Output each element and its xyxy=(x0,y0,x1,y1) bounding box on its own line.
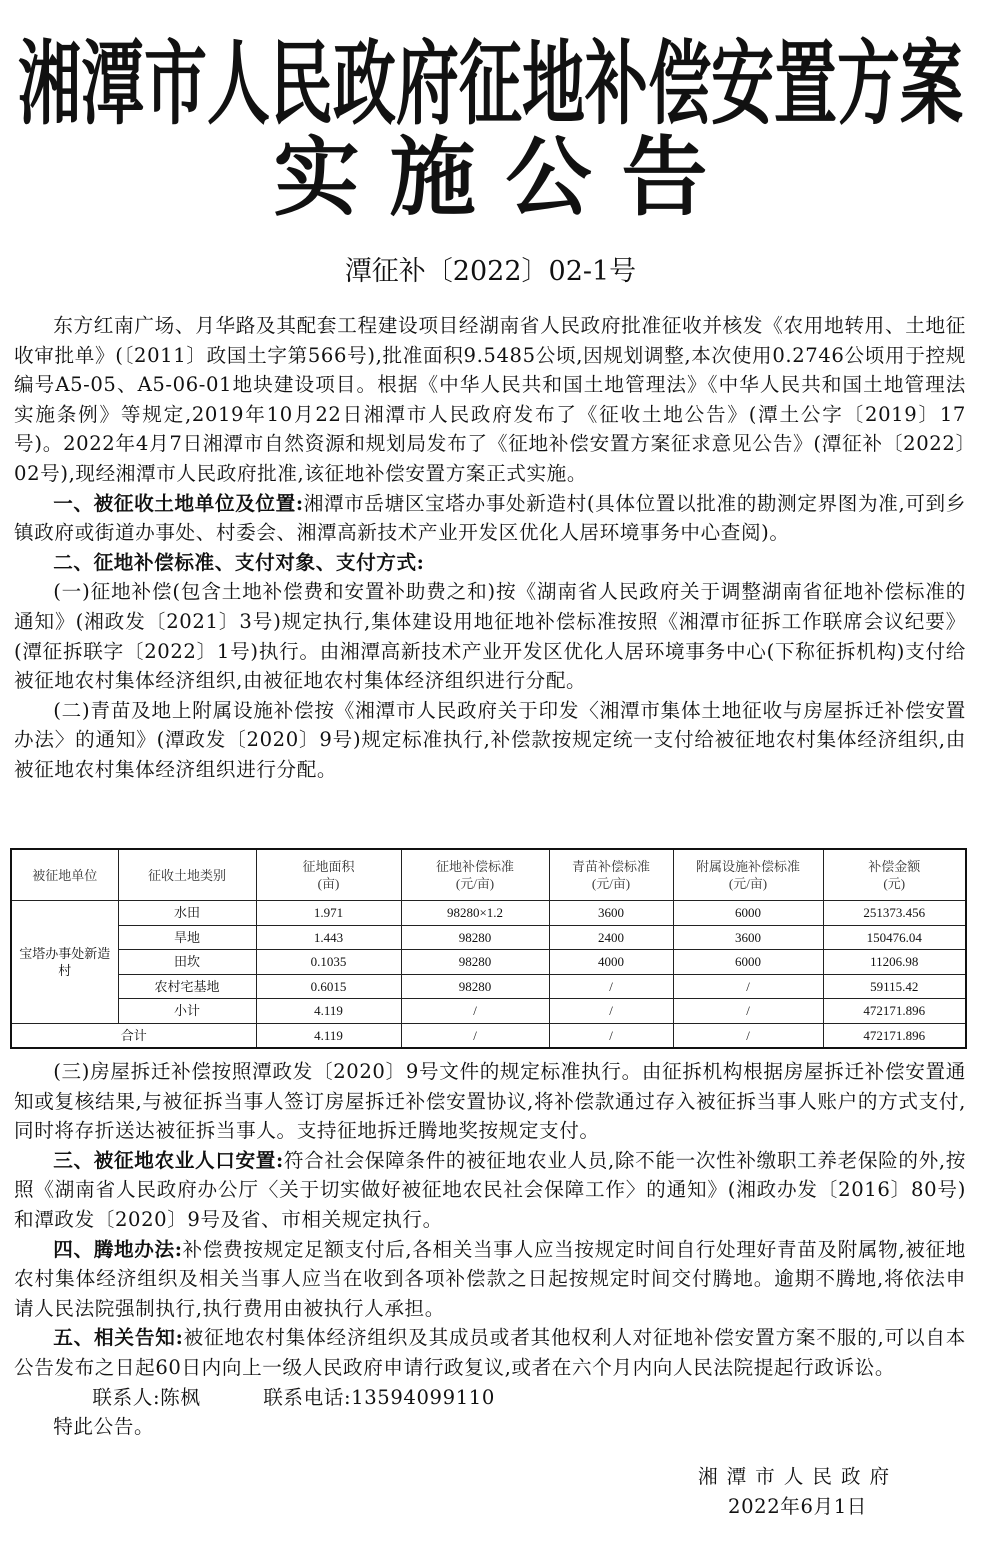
section-2-paragraph-3: (三)房屋拆迁补偿按照潭政发〔2020〕9号文件的规定标准执行。由征拆机构根据房屋拆迁补偿安置通知或复核结果,与被征拆当事人签订房屋拆迁补偿安置协议,将补偿款通过存入被征拆当事人账户的方式支付,同时将存折送达被征拆当事人。支持征地拆迁腾地奖按规定支付。 xyxy=(14,1060,966,1143)
section-4-text: 补偿费按规定足额支付后,各相关当事人应当按规定时间自行处理好青苗及附属物,被征地农村集体经济组织及相关当事人应当在收到各项补偿款之日起按规定时间交付腾地。逾期不腾地,将依法申请人民法院强制执行,执行费用由被执行人承担。 xyxy=(14,1237,966,1320)
section-2-paragraph-2: (二)青苗及地上附属设施补偿按《湘潭市人民政府关于印发〈湘潭市集体土地征收与房屋拆迁补偿安置办法〉的通知》(潭政发〔2020〕9号)规定标准执行,补偿款按规定统一支付给被征地农村集体经济组织,由被征地农村集体经济组织进行分配。 xyxy=(14,698,966,781)
section-2-paragraph-1: (一)征地补偿(包含土地补偿费和安置补助费之和)按《湖南省人民政府关于调整湖南省征地补偿标准的通知》(湘政发〔2021〕3号)规定执行,集体建设用地征地补偿标准按照《湘潭市征拆工作联席会议纪要》(潭征拆联字〔2022〕1号)执行。由湘潭高新技术产业开发区优化人居环境事务中心(下称征拆机构)支付给被征地农村集体经济组织,由被征地农村集体经济组织进行分配。 xyxy=(14,580,966,693)
contact-phone: 联系电话:13594099110 xyxy=(263,1385,495,1409)
total-cell: / xyxy=(673,1023,823,1048)
table-cell: 旱地 xyxy=(118,925,256,950)
section-3-text: 符合社会保障条件的被征地农业人员,除不能一次性补缴职工养老保险的外,按照《湖南省人民政府办公厅〈关于切实做好被征地农民社会保障工作〉的通知》(湘政办发〔2016〕80号)和潭政发〔2020〕9号及省、市相关规定执行。 xyxy=(14,1148,966,1231)
table-total-row xyxy=(11,1023,966,1048)
table-cell: / xyxy=(673,974,823,999)
table-cell: 6000 xyxy=(673,950,823,975)
table-row xyxy=(11,950,966,975)
total-cell: / xyxy=(549,1023,673,1048)
compensation-table xyxy=(10,848,967,1049)
title-text: 湘潭市人民政府征地补偿安置方案 xyxy=(18,30,963,138)
body-part-1 xyxy=(14,311,966,785)
section-3-heading: 三、被征地农业人口安置: xyxy=(53,1148,284,1172)
table-cell: 水田 xyxy=(118,901,256,926)
section-2-heading xyxy=(14,548,966,578)
table-cell: 田坎 xyxy=(118,950,256,975)
total-cell: 4.119 xyxy=(256,1023,401,1048)
issue-date: 2022年6月1日 xyxy=(728,1495,867,1518)
section-2-heading-text: 二、征地补偿标准、支付对象、支付方式: xyxy=(53,550,425,574)
table-cell: 98280×1.2 xyxy=(401,901,549,926)
table-cell: 3600 xyxy=(549,901,673,926)
table-row xyxy=(11,925,966,950)
table-cell: 11206.98 xyxy=(823,950,966,975)
section-4-heading: 四、腾地办法: xyxy=(53,1237,183,1261)
table-cell: 472171.896 xyxy=(823,999,966,1024)
table-cell: / xyxy=(673,999,823,1024)
table-cell: 1.443 xyxy=(256,925,401,950)
total-cell: 472171.896 xyxy=(823,1023,966,1048)
intro-paragraph: 东方红南广场、月华路及其配套工程建设项目经湖南省人民政府批准征收并核发《农用地转用、土地征收审批单》(〔2011〕政国土字第566号),批准面积9.5485公顷,因规划调整,本次使用0.2746公顷用于控规编号A5-05、A5-06-01地块建设项目。根据《中华人民共和国土地管理法》《中华人民共和国土地管理法实施条例》等规定,2019年10月22日湘潭市人民政府发布了《征收土地公告》(潭土公字〔2019〕17号)。2022年4月7日湘潭市自然资源和规划局发布了《征地补偿安置方案征求意见公告》(潭征补〔2022〕02号),现经湘潭市人民政府批准,该征地补偿安置方案正式实施。 xyxy=(14,314,966,485)
table-cell: 3600 xyxy=(673,925,823,950)
table-cell: 98280 xyxy=(401,950,549,975)
section-5 xyxy=(14,1323,966,1382)
total-cell: / xyxy=(401,1023,549,1048)
table-row xyxy=(11,901,966,926)
section-1 xyxy=(14,489,966,548)
table-cell: 小计 xyxy=(118,999,256,1024)
closing: 特此公告。 xyxy=(53,1415,155,1439)
header-cell: 征地面积 (亩) xyxy=(256,849,401,901)
contact-person: 联系人:陈枫 xyxy=(92,1385,201,1409)
table-cell: 150476.04 xyxy=(823,925,966,950)
contact-line xyxy=(14,1383,966,1413)
section-1-heading: 一、被征收土地单位及位置: xyxy=(53,491,304,515)
section-5-text: 被征地农村集体经济组织及其成员或者其他权利人对征地补偿安置方案不服的,可以自本公告发布之日起60日内向上一级人民政府申请行政复议,或者在六个月内向人民法院提起行政诉讼。 xyxy=(14,1326,966,1379)
table-cell: 0.1035 xyxy=(256,950,401,975)
table-cell: / xyxy=(401,999,549,1024)
header-cell: 补偿金额 (元) xyxy=(823,849,966,901)
table-row xyxy=(11,999,966,1024)
table-cell: 98280 xyxy=(401,974,549,999)
table-cell: 4.119 xyxy=(256,999,401,1024)
table-header-row xyxy=(11,849,966,901)
header-cell: 被征地单位 xyxy=(11,849,118,901)
section-5-heading: 五、相关告知: xyxy=(53,1326,184,1350)
table-cell: 251373.456 xyxy=(823,901,966,926)
table-cell: 农村宅基地 xyxy=(118,974,256,999)
table-cell: 2400 xyxy=(549,925,673,950)
table-row xyxy=(11,974,966,999)
table-cell: / xyxy=(549,999,673,1024)
table-cell: 98280 xyxy=(401,925,549,950)
section-4 xyxy=(14,1235,966,1324)
table-cell: 1.971 xyxy=(256,901,401,926)
header-cell: 青苗补偿标准 (元/亩) xyxy=(549,849,673,901)
table-cell: 4000 xyxy=(549,950,673,975)
header-cell: 征收土地类别 xyxy=(118,849,256,901)
document-number: 潭征补〔2022〕02-1号 xyxy=(344,256,637,287)
header-cell: 附属设施补偿标准 (元/亩) xyxy=(673,849,823,901)
table-cell: 0.6015 xyxy=(256,974,401,999)
section-1-text: 湘潭市岳塘区宝塔办事处新造村(具体位置以批准的勘测定界图为准,可到乡镇政府或街道办事处、村委会、湘潭高新技术产业开发区优化人居环境事务中心查阅)。 xyxy=(14,491,966,545)
title-line-2: 实施公告 xyxy=(273,127,738,228)
header-cell: 征地补偿标准 (元/亩) xyxy=(401,849,549,901)
table-cell: 6000 xyxy=(673,901,823,926)
unit-cell: 宝塔办事处新造村 xyxy=(11,901,118,1024)
table-cell: / xyxy=(549,974,673,999)
section-3 xyxy=(14,1146,966,1235)
table-cell: 59115.42 xyxy=(823,974,966,999)
issuer: 湘潭市人民政府 xyxy=(698,1465,899,1488)
total-cell: 合计 xyxy=(11,1023,256,1048)
body-part-2 xyxy=(14,1057,966,1442)
